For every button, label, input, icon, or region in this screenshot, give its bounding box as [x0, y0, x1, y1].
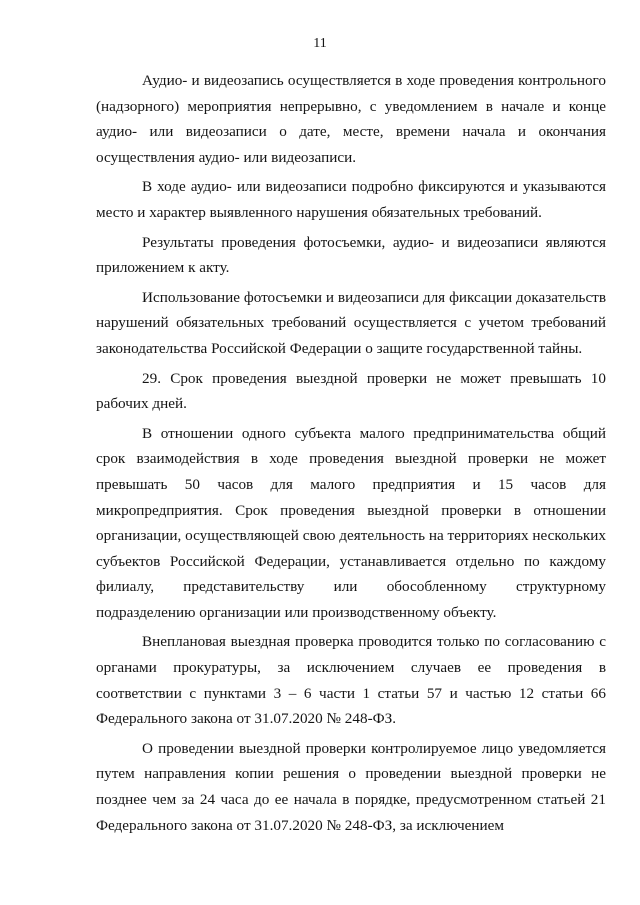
paragraph-state-secret: Использование фотосъемки и видеозаписи для фиксации доказательств нарушений обязательных требований осуществляется с учетом требований законодательства Российской Федерации о защите государственной тайны. — [96, 288, 606, 357]
paragraph-small-business-term: В отношении одного субъекта малого предпринимательства общий срок взаимодействия в ходе проведения выездной проверки не может превышать 50 часов для малого предприятия и 15 часов для микропредприятия. Срок проведения выездной проверки в отношении организации, осуществляющей свою деятельность на территориях нескольких субъектов Российской Федерации, устанавливается отдельно по каждому филиалу, представительству или обособленному структурному подразделению организации или производственному объекту. — [96, 424, 606, 621]
paragraph-recording-results: Результаты проведения фотосъемки, аудио- и видеозаписи являются приложением к акту. — [96, 233, 606, 277]
paragraph-29-inspection-term: 29. Срок проведения выездной проверки не может превышать 10 рабочих дней. — [96, 369, 606, 413]
page-number: 11 — [313, 36, 327, 51]
paragraph-unscheduled-inspection: Внеплановая выездная проверка проводится только по согласованию с органами прокуратуры, за исключением случаев ее проведения в соответствии с пунктами 3 – 6 части 1 статьи 57 и частью 12 статьи 66 Федерального закона от 31.07.2020 № 248-ФЗ. — [96, 633, 606, 728]
paragraph-notification: О проведении выездной проверки контролируемое лицо уведомляется путем направления копии решения о проведении выездной проверки не позднее чем за 24 часа до ее начала в порядке, предусмотренном статьей 21 Федерального закона от 31.07.2020 № 248-ФЗ, за исключением — [96, 739, 606, 834]
document-body — [96, 68, 606, 840]
paragraph-audio-video-recording: Аудио- и видеозапись осуществляется в ходе проведения контрольного (надзорного) мероприятия непрерывно, с уведомлением в начале и конце аудио- или видеозаписи о дате, месте, времени начала и окончания осуществления аудио- или видеозаписи. — [96, 72, 606, 166]
paragraph-violation-recording: В ходе аудио- или видеозаписи подробно фиксируются и указываются место и характер выявленного нарушения обязательных требований. — [96, 178, 606, 221]
